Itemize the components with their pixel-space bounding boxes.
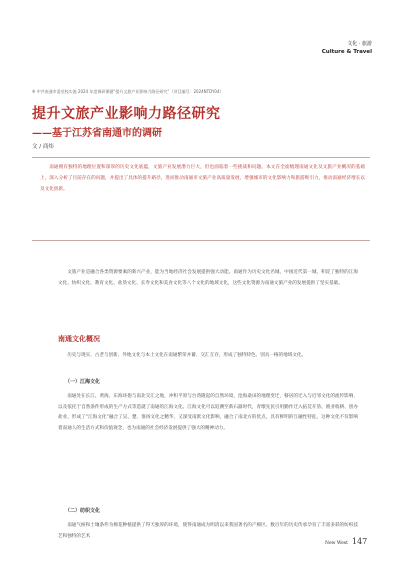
abstract-bottom-rule (32, 240, 370, 241)
section-label (322, 40, 372, 56)
fangzhi-paragraph: 南通气候和土壤条件为棉花种植提供了得天独厚的环境，使得南通成为明清以来我国著名的产棉区。数百年的历史传承孕育了丰富多彩的纺织技艺和独特的艺术 (58, 523, 358, 539)
section-intro-paragraph: 历史与现实、古老与创新、外地文化与本土文化在南通繁荣并蓄、交汇互存，形成了独特特色、别具一格的地域文化。 (67, 353, 307, 358)
article-title: 提升文旅产业影响力路径研究 (32, 106, 221, 122)
abstract-top-rule (32, 157, 370, 158)
footer-journal-name: New West (325, 541, 348, 546)
section-label-zh: 文化 · 旅游 (347, 41, 372, 47)
subheading-jianghai: （一）江海文化 (65, 379, 101, 385)
section-label-en: Culture & Travel (321, 49, 372, 55)
abstract: 南通拥有独特的地理位置和深厚的历史文化底蕴，文旅产业发展潜力巨大，但也面临着一些挑战和问题。本文在全面梳理南通文化及文旅产业概况的基础上，深入分析了目前存在的问题，并提出了具体的提升路径，进而推动南通市文旅产业高质量发展，增强城市的文化影响力和旅游吸引力，推动南通经济增长以及文化创新。 (40, 165, 365, 192)
subheading-fangzhi: （二）纺织文化 (65, 508, 101, 514)
author-line: 文 / 商炜 (32, 144, 54, 150)
jianghai-paragraph: 南通处在长江、黄海、东海环抱与南北交汇之地，冲积平原与台湾隆起的自然环境，沧海桑田的地理变迁，移居的迁入与近邻文化的流传影响，以及依托于自然条件形成的生产方式等造就了南通的江海文化。江海文化可以追溯至新石器时代，青墩先民引用勤作迁入拓荒开垦、渔业收耕、创办盐业，形成了“江海文化”融合了吴、楚、淮扬文化之精华，又深受南派文化影响，融合了南北方的优点，具有鲜明的互融性特征。这种文化不仅影响着南通人的生活方式和价值观念，也为南通的社会经济发展提供了强大的精神动力。 (58, 394, 358, 431)
page-number: 147 (352, 537, 368, 546)
intro-paragraph: 文旅产业是融合各类资源要素的新兴产业，能为当地经济社会发展提供强大动能。南通作为历史文化名城，中国近代第一城，积淀了独特的江海文化、纺织文化、教育文化、盐垦文化、长寿文化和美食文化等八个文化的地域文化，这些文化资源为南通文旅产业的发展提供了坚实基础。 (58, 270, 358, 286)
article-subtitle: ——基于江苏省南通市的调研 (32, 128, 162, 139)
section-heading: 南通文化概况 (58, 335, 100, 343)
project-footnote: ※ 中共南通市委党校实施 2024 年度调研课题“提升文旅产业影响力路径研究”（项目编号：2024NTDY04） (32, 89, 224, 94)
